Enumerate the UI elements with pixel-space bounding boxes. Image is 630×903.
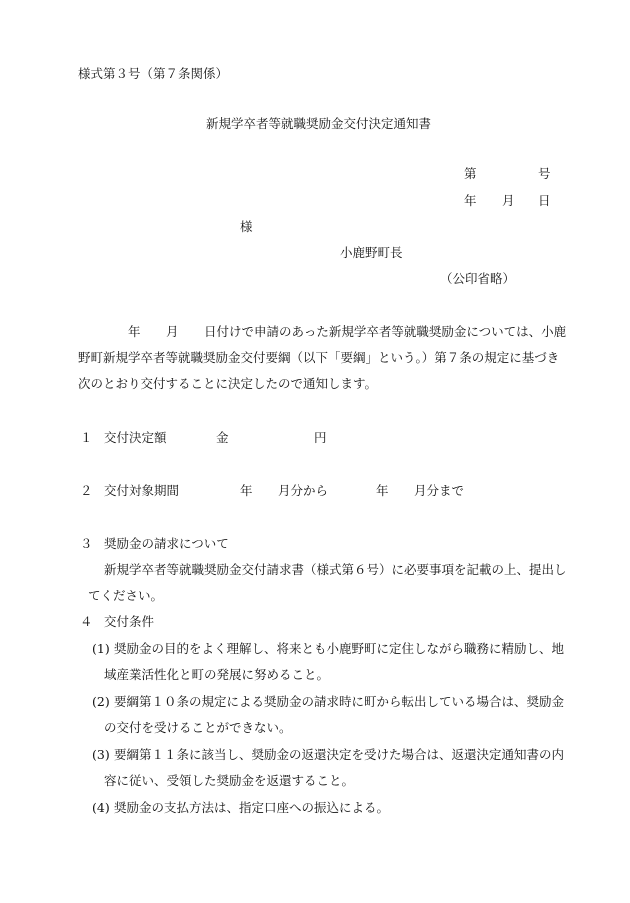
body-line3: 次のとおり交付することに決定したので通知します。: [78, 376, 378, 391]
condition-number: (1): [92, 641, 110, 656]
item3-line1: 新規学卒者等就職奨励金交付請求書（様式第６号）に必要事項を記載の上、提出し: [104, 562, 567, 577]
item2-to: 月分まで: [414, 483, 465, 498]
item3-number: ３: [80, 536, 93, 551]
date-hi: 日: [538, 193, 551, 208]
condition-line2: 域産業活性化と町の発展に努めること。: [104, 667, 330, 682]
ref-dai: 第: [464, 166, 477, 181]
item2-label: 交付対象期間: [104, 483, 180, 498]
condition-number: (2): [92, 694, 110, 709]
condition-line1: 奨励金の支払方法は、指定口座への振込による。: [114, 800, 390, 815]
body-line2: 野町新規学卒者等就職奨励金交付要綱（以下「要綱」という。）第７条の規定に基づき: [78, 350, 560, 365]
seal-note: （公印省略）: [440, 271, 516, 286]
condition-line2: 容に従い、受領した奨励金を返還すること。: [104, 773, 355, 788]
item1-kin: 金: [216, 430, 229, 445]
addressee-sama: 様: [240, 219, 253, 234]
form-number: 様式第３号（第７条関係）: [78, 66, 229, 81]
item1-label: 交付決定額: [104, 430, 167, 445]
item3-label: 奨励金の請求について: [104, 536, 229, 551]
item3-line2: てください。: [88, 588, 164, 603]
item4-number: ４: [80, 614, 93, 629]
item2-number: ２: [80, 483, 93, 498]
item2-nen-to: 年: [376, 483, 389, 498]
document-title: 新規学卒者等就職奨励金交付決定通知書: [206, 116, 432, 131]
date-tsuki: 月: [502, 193, 515, 208]
body-tsuki: 月: [166, 324, 179, 339]
item4-label: 交付条件: [104, 614, 155, 629]
condition-line1: 要綱第１１条に該当し、奨励金の返還決定を受けた場合は、返還決定通知書の内: [114, 747, 565, 762]
condition-line2: の交付を受けることができない。: [104, 720, 292, 735]
condition-line1: 奨励金の目的をよく理解し、将来とも小鹿野町に定住しながら職務に精励し、地: [114, 641, 565, 656]
item1-number: １: [80, 430, 93, 445]
condition-line1: 要綱第１０条の規定による奨励金の請求時に町から転出している場合は、奨励金: [114, 694, 565, 709]
date-nen: 年: [464, 193, 477, 208]
body-line1: 日付けで申請のあった新規学卒者等就職奨励金については、小鹿: [204, 324, 567, 339]
condition-number: (4): [92, 800, 110, 815]
sender-name: 小鹿野町長: [340, 245, 403, 260]
item1-yen: 円: [314, 430, 327, 445]
body-nen: 年: [128, 324, 141, 339]
ref-go: 号: [538, 166, 551, 181]
item2-nen-from: 年: [240, 483, 253, 498]
condition-number: (3): [92, 747, 110, 762]
item2-from: 月分から: [278, 483, 329, 498]
